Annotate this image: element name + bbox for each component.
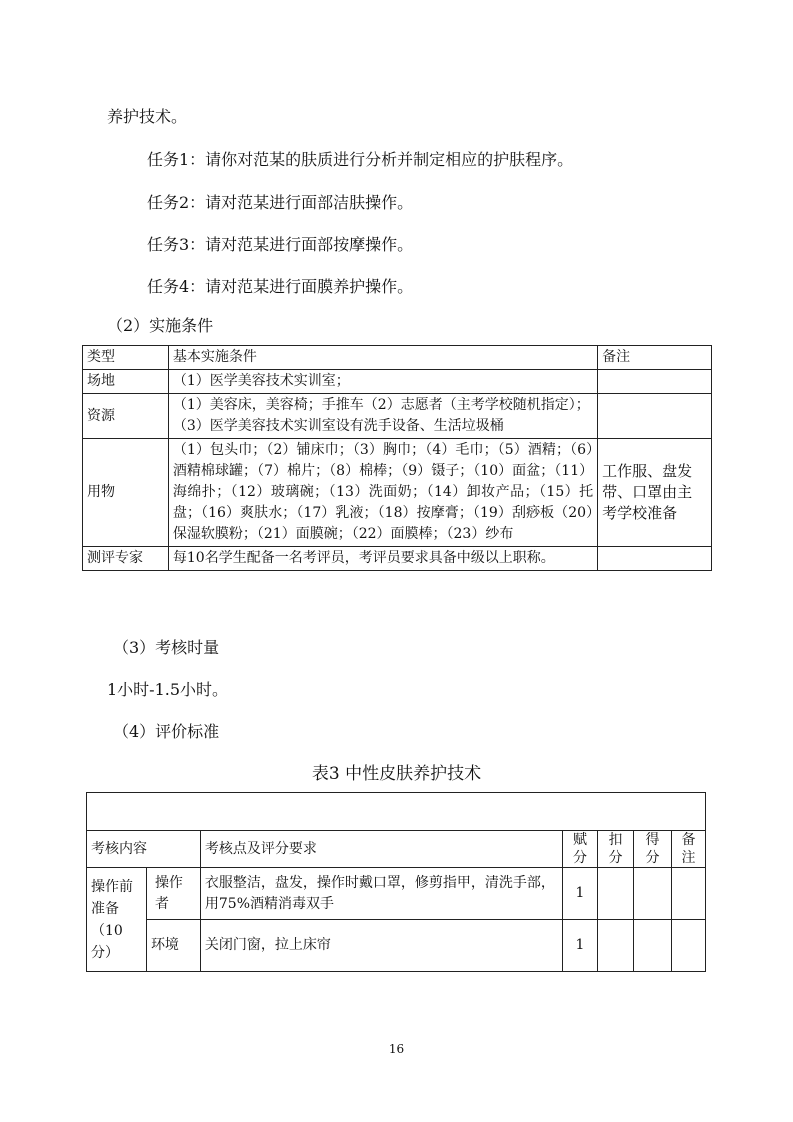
item-cell: 环境 xyxy=(146,920,200,972)
requirement-cell: 关闭门窗，拉上床帘 xyxy=(200,920,562,972)
section-heading: （4）评价标准 xyxy=(113,722,220,741)
paragraph: 1小时-1.5小时。 xyxy=(107,680,229,699)
type-cell: 测评专家 xyxy=(83,547,169,571)
header-cell: 赋分 xyxy=(563,831,598,868)
table-blank-row xyxy=(87,793,706,831)
table-title: 表3 中性皮肤养护技术 xyxy=(311,764,482,784)
group-cell: 操作前准备（10分） xyxy=(87,868,147,972)
table-row xyxy=(83,370,712,394)
table-row xyxy=(83,547,712,571)
paragraph: 养护技术。 xyxy=(107,107,188,126)
score-cell: 1 xyxy=(563,868,598,920)
conditions-table xyxy=(82,345,712,571)
header-cell: 考核内容 xyxy=(87,831,201,868)
type-cell: 用物 xyxy=(83,439,169,547)
note-cell xyxy=(598,370,712,394)
task-1: 任务1：请你对范某的肤质进行分析并制定相应的护肤程序。 xyxy=(147,150,574,169)
table-row xyxy=(83,394,712,439)
content-cell: （1）医学美容技术实训室； xyxy=(168,370,597,394)
table-header-row xyxy=(83,346,712,370)
score-cell: 1 xyxy=(563,920,598,972)
table-row xyxy=(83,439,712,547)
type-cell: 场地 xyxy=(83,370,169,394)
note-cell xyxy=(598,547,712,571)
header-cell: 扣分 xyxy=(597,831,633,868)
note-cell: 工作服、盘发带、口罩由主考学校准备 xyxy=(598,439,712,547)
task-4: 任务4：请对范某进行面膜养护操作。 xyxy=(147,277,414,296)
header-cell: 得分 xyxy=(633,831,671,868)
header-cell: 备注 xyxy=(671,831,705,868)
section-heading: （3）考核时量 xyxy=(113,638,220,657)
content-cell: （1）包头巾；（2）铺床巾；（3）胸巾；（4）毛巾；（5）酒精；（6）酒精棉球罐；（7）棉片；（8）棉棒；（9）镊子；（10）面盆；（11）海绵扑；（12）玻璃碗；（13）洗面奶；（14）卸妆产品；（15）托盘；（16）爽肤水；（17）乳液；（18）按摩膏；（19）刮痧板（20）保湿软膜粉；（21）面膜碗；（22）面膜棒；（23）纱布 xyxy=(168,439,597,547)
evaluation-table xyxy=(86,792,706,972)
task-2: 任务2：请对范某进行面部洁肤操作。 xyxy=(147,193,414,212)
item-cell: 操作者 xyxy=(146,868,200,920)
content-cell: 每10名学生配备一名考评员，考评员要求具备中级以上职称。 xyxy=(168,547,597,571)
note-cell xyxy=(598,394,712,439)
section-heading: （2）实施条件 xyxy=(107,316,214,335)
header-cell: 考核点及评分要求 xyxy=(200,831,562,868)
content-cell: （1）美容床，美容椅；手推车（2）志愿者（主考学校随机指定）；（3）医学美容技术实训室设有洗手设备、生活垃圾桶 xyxy=(168,394,597,439)
header-cell: 基本实施条件 xyxy=(168,346,597,370)
page-number: 16 xyxy=(388,1042,405,1056)
type-cell: 资源 xyxy=(83,394,169,439)
header-cell: 备注 xyxy=(598,346,712,370)
table-row xyxy=(87,868,706,920)
table-header-row xyxy=(87,831,706,868)
header-cell: 类型 xyxy=(83,346,169,370)
table-row xyxy=(87,920,706,972)
task-3: 任务3：请对范某进行面部按摩操作。 xyxy=(147,235,414,254)
requirement-cell: 衣服整洁，盘发，操作时戴口罩，修剪指甲，清洗手部，用75%酒精消毒双手 xyxy=(200,868,562,920)
